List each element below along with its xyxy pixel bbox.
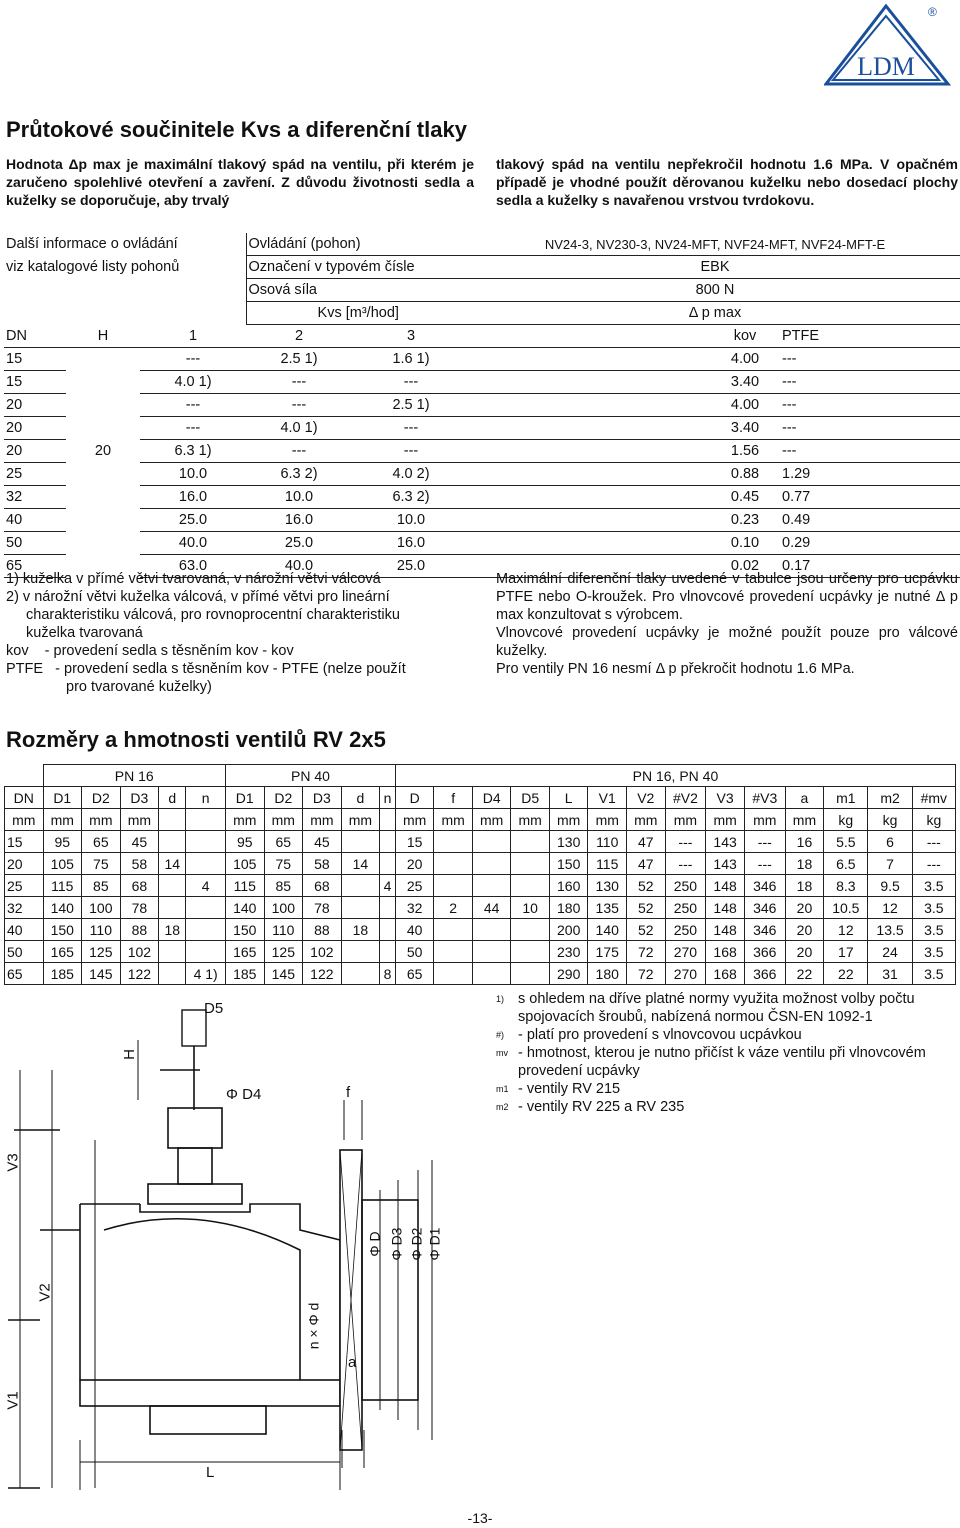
table-row: 65 63.0 40.0 25.0 0.02 0.17 (4, 555, 960, 578)
table-row: 50 165 125 102 165 125 102 50 230 175 72 270 168 366 20 17 24 3.5 (5, 941, 956, 963)
table-row: 32 140 100 78 140 100 78 32 2 44 10 180 135 52 250 148 346 20 10.5 12 3.5 (5, 897, 956, 919)
note-item: mv - hmotnost, kterou je nutno přičíst k váze ventilu při vlnovcovém provedení ucpávky (496, 1045, 926, 1079)
value-drive: NV24-3, NV230-3, NV24-MFT, NVF24-MFT, NVF24-MFT-E (470, 233, 960, 256)
note-item: m2 - ventily RV 225 a RV 235 (496, 1099, 685, 1115)
table-row: 65 185 145 122 4 1) 185 145 122 8 65 290 180 72 270 168 366 22 22 31 3.5 (5, 963, 956, 985)
note-item: #) - platí pro provedení s vlnovcovou ucpávkou (496, 1027, 802, 1043)
value-force: 800 N (470, 279, 960, 302)
value-dpmax: Δ p max (470, 302, 960, 325)
kvs-rows (4, 348, 960, 578)
table-row: 20 --- --- 2.5 1) 4.00 --- (4, 394, 960, 417)
note-item: m1 - ventily RV 215 (496, 1081, 621, 1097)
note-item: 1) s ohledem na dříve platné normy využita možnost volby počtu spojovacích šroubů, nabízená normou ČSN-EN 1092-1 (496, 991, 915, 1025)
kvs-table (4, 233, 960, 578)
table-row: 25 115 85 68 4 115 85 68 4 25 160 130 52 250 148 346 18 8.3 9.5 3.5 (5, 875, 956, 897)
value-code: EBK (470, 256, 960, 279)
dimensions-table (4, 764, 956, 985)
table-row: 15 4.0 1) --- --- 3.40 --- (4, 371, 960, 394)
group-row: PN 16 PN 40 PN 16, PN 40 (5, 765, 956, 787)
table-row: 15 --- 2.5 1) 1.6 1) 4.00 --- (4, 348, 960, 371)
notes-dimensions (496, 990, 958, 1116)
notes-right: Maximální diferenční tlaky uvedené v tabulce jsou určeny pro ucpávku PTFE nebo O-kroužek. Pro vlnovcové provedení ucpávky je nutné Δ p max konzultovat s výrobcem. Vlnovcové provedení ucpávky je možné použít pouze pro válcové kuželky. Pro ventily PN 16 nesmí Δ p překročit hodnotu 1.6 MPa. (496, 571, 958, 677)
label-drive: Ovládání (pohon) (246, 233, 470, 256)
label-kvs: Kvs [m³/hod] (246, 302, 470, 325)
section-title-2: Rozměry a hmotnosti ventilů RV 2x5 (6, 727, 386, 752)
intro-left: Hodnota Δp max je maximální tlakový spád na ventilu, při kterém je zaručeno spolehlivé otevření a zavření. Z důvodu životnosti sedla a kuželky se doporučuje, aby trvalý (6, 156, 474, 208)
table-row: 15 95 65 45 95 65 45 15 130 110 47 --- 143 --- 16 5.5 6 --- (5, 831, 956, 853)
registered-mark: ® (928, 5, 937, 19)
info-line-1: Další informace o ovládání (6, 236, 178, 253)
column-row: DN D1 D2 D3 d n D1 D2 D3 d n D f D4 D5 L V1 V2 #V2 V3 #V3 a m1 m2 #mv (5, 787, 956, 809)
table-row: 20 --- 4.0 1) --- 3.40 --- (4, 417, 960, 440)
table-row: 25 10.0 6.3 2) 4.0 2) 0.88 1.29 (4, 463, 960, 486)
label-force: Osová síla (246, 279, 470, 302)
table-row: 20 20 6.3 1) --- --- 1.56 --- (4, 440, 960, 463)
label-code: Označení v typovém čísle (246, 256, 470, 279)
info-line-2: viz katalogové listy pohonů (6, 259, 180, 275)
table-row: 32 16.0 10.0 6.3 2) 0.45 0.77 (4, 486, 960, 509)
table-header: DN H 1 2 3 kov PTFE (4, 325, 960, 348)
page-number: -13- (467, 1510, 493, 1526)
table-row: 50 40.0 25.0 16.0 0.10 0.29 (4, 532, 960, 555)
logo-text: LDM (857, 52, 915, 81)
intro-right: tlakový spád na ventilu nepřekročil hodnotu 1.6 MPa. V opačném případě je vhodné použít děrovanou kuželku nebo dosedací plochy sedla a kuželky s navařenou vrstvou tvrdokovu. (496, 156, 958, 208)
table-row: 40 25.0 16.0 10.0 0.23 0.49 (4, 509, 960, 532)
unit-row: mm mm mm mm mm mm mm mm mm mm mm mm mm mm mm mm mm mm mm kg kg kg (5, 809, 956, 831)
valve-drawing: D5 H Φ D4 f V3 V2 V1 Φ D Φ D3 Φ D2 Φ D1 n × Φ d a L (4, 1000, 443, 1481)
ldm-logo (824, 4, 954, 88)
table-row: 20 105 75 58 14 105 75 58 14 20 150 115 47 --- 143 --- 18 6.5 7 --- (5, 853, 956, 875)
section-title: Průtokové součinitele Kvs a diferenční tlaky (6, 117, 467, 142)
notes-left: 1) kuželka v přímé větvi tvarovaná, v nárožní větvi válcová 2) v nárožní větvi kuželka válcová, v přímé větvi pro lineární charakteristiku válcová, pro rovnoprocentní charakteristiku kuželka tvarovaná kov - provedení sedla s těsněním kov - kov PTFE - provedení sedla s těsněním kov - PTFE (nelze použít pro tvarované kuželky) (6, 571, 406, 695)
table-row: 40 150 110 88 18 150 110 88 18 40 200 140 52 250 148 346 20 12 13.5 3.5 (5, 919, 956, 941)
